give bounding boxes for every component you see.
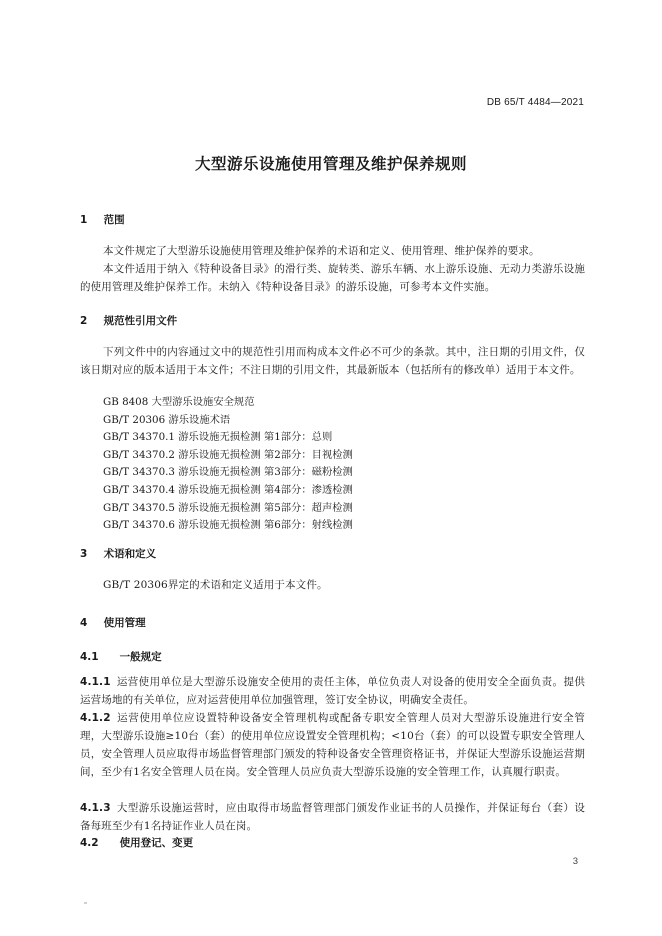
subsection-4-1-heading [80,649,162,664]
reference-item: GB/T 20306 游乐设施术语 [103,413,231,426]
page-number: 3 [572,856,578,867]
section-title: 术语和定义 [103,548,157,560]
section-number: 4 [80,617,88,629]
section-number: 1 [80,214,88,226]
standard-code: DB 65/T 4484—2021 [486,97,584,108]
subsection-title: 使用登记、变更 [119,837,194,849]
subsection-number: 4.2 [80,837,99,849]
clause-number: 4.1.3 [80,802,111,814]
subsection-title: 一般规定 [119,651,162,663]
reference-item: GB/T 34370.2 游乐设施无损检测 第2部分：目视检测 [103,448,353,461]
section-4-heading [80,615,146,630]
clause-4-1-3 [80,799,585,835]
reference-item: GB/T 34370.5 游乐设施无损检测 第5部分：超声检测 [103,501,353,514]
document-title: 大型游乐设施使用管理及维护保养规则 [194,155,467,173]
normative-refs-intro: 下列文件中的内容通过文中的规范性引用而构成本文件必不可少的条款。其中，注日期的引用文件，仅该日期对应的版本适用于本文件；不注日期的引用文件，其最新版本（包括所有的修改单）适用于本文件。 [80,346,585,376]
reference-item: GB/T 34370.3 游乐设施无损检测 第3部分：磁粉检测 [103,466,353,479]
clause-number: 4.1.2 [80,712,111,724]
reference-item: GB/T 34370.1 游乐设施无损检测 第1部分：总则 [103,431,333,444]
clause-4-1-1 [80,673,585,709]
reference-item: GB 8408 大型游乐设施安全规范 [103,396,255,408]
section-number: 3 [80,548,88,560]
clause-number: 4.1.1 [80,676,111,688]
section-3-heading [80,546,156,561]
terms-paragraph: GB/T 20306界定的术语和定义适用于本文件。 [103,579,328,591]
section-number: 2 [80,315,88,327]
section-1-heading [80,212,125,227]
clause-text: 运营使用单位是大型游乐设施安全使用的责任主体，单位负责人对设备的使用安全全面负责。提供运营场地的有关单位，应对运营使用单位加强管理，签订安全协议，明确安全责任。 [80,676,585,706]
clause-4-1-2 [80,709,585,781]
reference-item: GB/T 34370.4 游乐设施无损检测 第4部分：渗透检测 [103,483,353,496]
subsection-number: 4.1 [80,651,99,663]
scan-speck [84,902,87,904]
reference-item: GB/T 34370.6 游乐设施无损检测 第6部分：射线检测 [103,519,353,532]
section-title: 使用管理 [103,617,146,629]
section-title: 范围 [103,214,125,226]
subsection-4-2-heading [80,835,193,850]
scope-paragraph-1: 本文件规定了大型游乐设施使用管理及维护保养的术语和定义、使用管理、维护保养的要求。 [103,245,540,257]
clause-text: 运营使用单位应设置特种设备安全管理机构或配备专职安全管理人员对大型游乐设施进行安全管理，大型游乐设施≥10台（套）的使用单位应设置安全管理机构；<10台（套）的可以设置专职安全管理人员，安全管理人员应取得市场监督管理部门颁发的特种设备安全管理资格证书，并保证大型游乐设施运营期间，至少有1名安全管理人员在岗。安全管理人员应负责大型游乐设施的安全管理工作，认真履行职责。 [80,712,585,778]
scope-paragraph-2: 本文件适用于纳入《特种设备目录》的滑行类、旋转类、游乐车辆、水上游乐设施、无动力类游乐设施的使用管理及维护保养工作。未纳入《特种设备目录》的游乐设施，可参考本文件实施。 [80,263,585,293]
section-title: 规范性引用文件 [103,315,178,327]
reference-list [103,394,353,535]
clause-text: 大型游乐设施运营时，应由取得市场监督管理部门颁发作业证书的人员操作，并保证每台（套）设备每班至少有1名持证作业人员在岗。 [80,802,585,832]
section-2-heading [80,313,177,328]
